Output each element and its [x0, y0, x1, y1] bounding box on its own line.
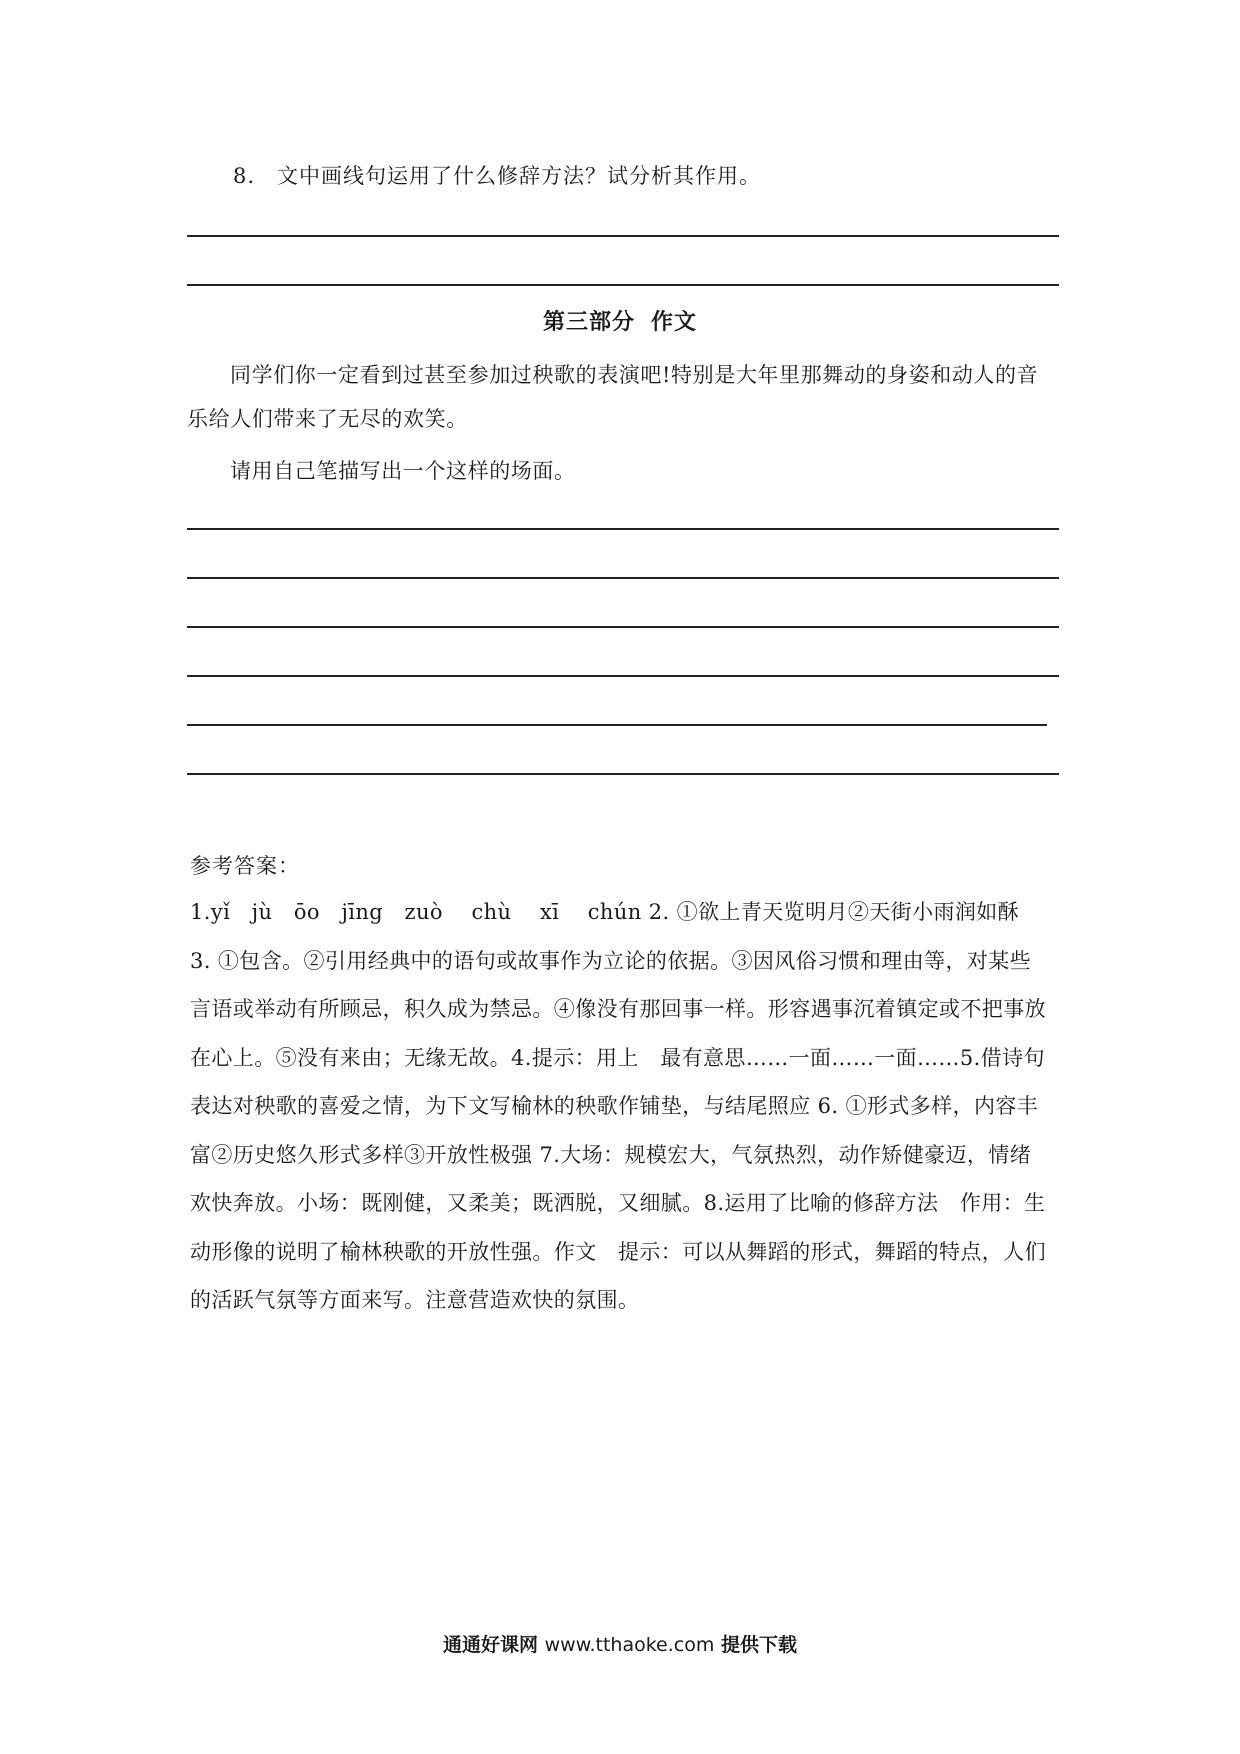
- answers-heading: 参考答案：: [190, 854, 300, 878]
- writing-line: [187, 675, 1059, 677]
- writing-prompt-instruction: 请用自己笔描写出一个这样的场面。: [230, 459, 576, 483]
- answer-line-text: 富②历史悠久形式多样③开放性极强 7.大场：规模宏大，气氛热烈，动作矫健豪迈，情绪: [190, 1142, 1032, 1167]
- footer-suffix: 提供下载: [721, 1634, 798, 1656]
- question-text: 文中画线句运用了什么修辞方法？试分析其作用。: [277, 164, 761, 188]
- footer-brand: 通通好课网: [442, 1634, 538, 1656]
- question-8: [233, 160, 761, 190]
- section-part: 第三部分: [542, 309, 635, 335]
- answer-line-text: 的活跃气氛等方面来写。注意营造欢快的氛围。: [190, 1288, 640, 1312]
- writing-line: [187, 528, 1059, 530]
- section-title: [0, 305, 1240, 336]
- answer-line-text: 表达对秧歌的喜爱之情，为下文写榆林的秧歌作铺垫，与结尾照应 6. ①形式多样，内容丰: [190, 1094, 1039, 1118]
- section-name: 作文: [651, 309, 698, 335]
- answer-line-text: 动形像的说明了榆林秧歌的开放性强。作文 提示：可以从舞蹈的形式，舞蹈的特点，人们: [190, 1239, 1046, 1264]
- answers-body: [190, 888, 1060, 1325]
- writing-line: [187, 724, 1047, 726]
- writing-line: [187, 626, 1059, 628]
- answer-line: [187, 284, 1059, 286]
- answer-line-text: 言语或举动有所顾忌，积久成为禁忌。④像没有那回事一样。形容遇事沉着镇定或不把事放: [190, 997, 1046, 1021]
- writing-prompt-paragraph: 同学们你一定看到过甚至参加过秧歌的表演吧!特别是大年里那舞动的身姿和动人的音乐给人们带来了无尽的欢笑。: [187, 363, 1039, 431]
- answer-line-text: 在心上。⑤没有来由；无缘无故。4.提示：用上 最有意思……一面……一面……5.借诗句: [190, 1045, 1045, 1070]
- question-number: 8.: [233, 164, 256, 188]
- writing-line: [187, 577, 1059, 579]
- answer-line-text: 1.yǐ jù ōo jīng zuò chù xī chún 2. ①欲上青天览明月②天街小雨润如酥: [190, 900, 1020, 924]
- page-footer: [0, 1630, 1240, 1657]
- answer-line-text: 欢快奔放。小场：既刚健，又柔美；既洒脱，又细腻。8.运用了比喻的修辞方法 作用：生: [190, 1191, 1046, 1215]
- answer-line-text: 3. ①包含。②引用经典中的语句或故事作为立论的依据。③因风俗习惯和理由等，对某些: [190, 948, 1032, 973]
- answer-line: [187, 235, 1059, 237]
- footer-url: www.tthaoke.com: [544, 1634, 715, 1656]
- writing-line: [187, 773, 1059, 775]
